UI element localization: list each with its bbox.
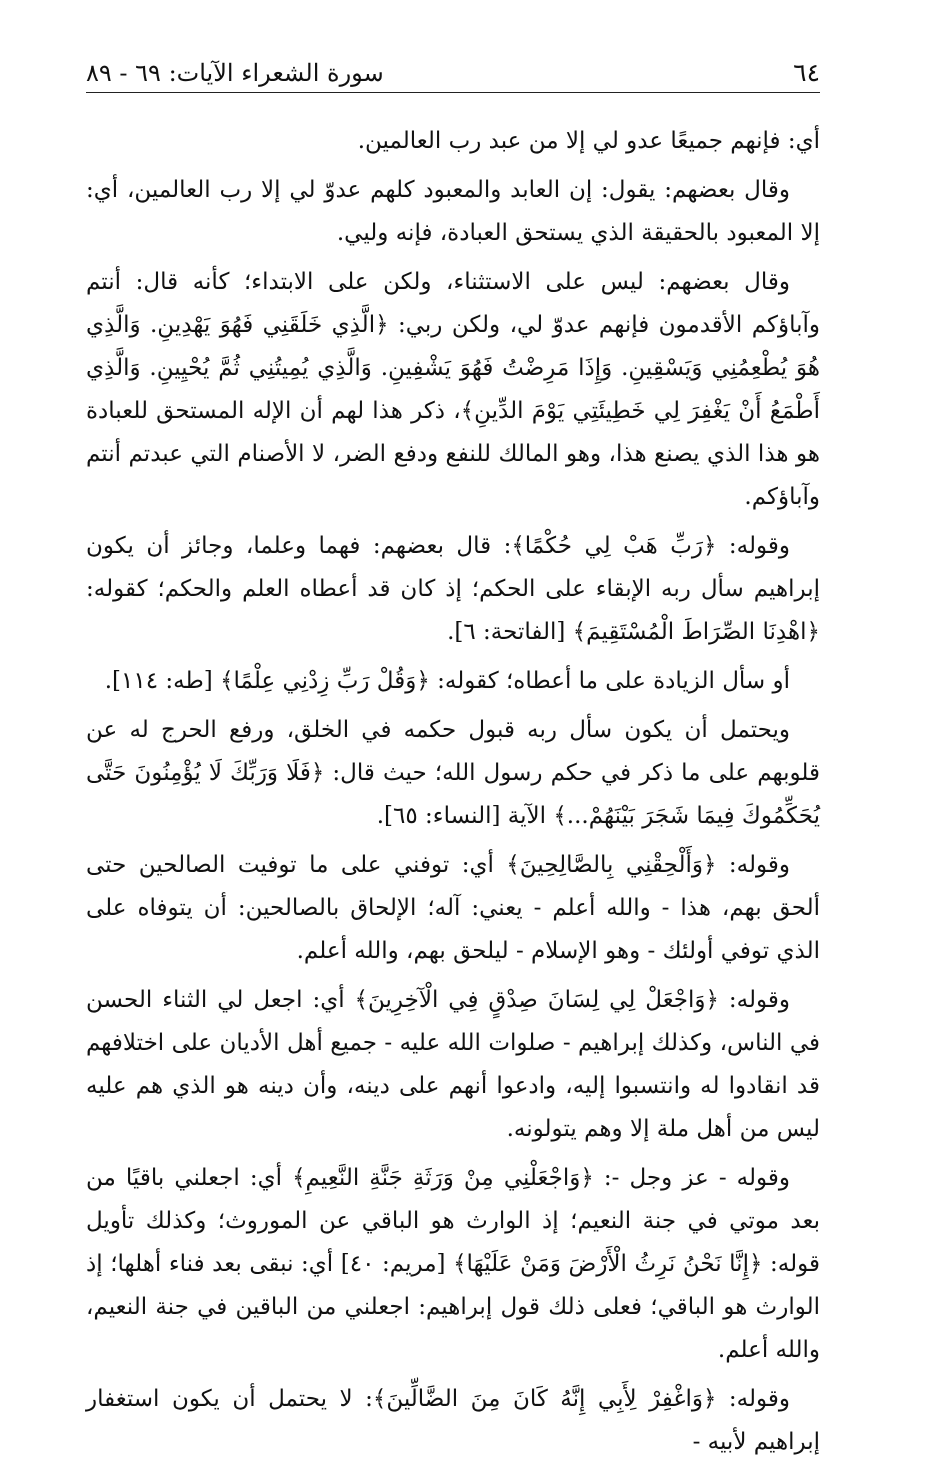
paragraph: أو سأل الزيادة على ما أعطاه؛ كقوله: ﴿وَقُلْ رَبِّ زِدْنِي عِلْمًا﴾ [طه: ١١٤]. [104,668,790,694]
paragraph: وقال بعضهم: يقول: إن العابد والمعبود كلهم عدوّ لي إلا رب العالمين، أي: إلا المعبود بالحقيقة الذي يستحق العبادة، فإنه وليي. [86,177,820,246]
page-number: ٦٤ [793,58,820,87]
paragraph: أي: فإنهم جميعًا عدو لي إلا من عبد رب العالمين. [357,128,820,154]
paragraph: وقال بعضهم: ليس على الاستثناء، ولكن على الابتداء؛ كأنه قال: أنتم وآباؤكم الأقدمون فإنهم عدوّ لي، ولكن ربي: ﴿الَّذِي خَلَقَنِي فَهُوَ يَهْدِينِ. وَالَّذِي هُوَ يُطْعِمُنِي وَيَسْقِينِ. وَإِذَا مَرِضْتُ فَهُوَ يَشْفِينِ. وَالَّذِي يُمِيتُنِي ثُمَّ يُحْيِينِ. وَالَّذِي أَطْمَعُ أَنْ يَغْفِرَ لِي خَطِيئَتِي يَوْمَ الدِّينِ﴾، ذكر هذا لهم أن الإله المستحق للعبادة هو هذا الذي يصنع هذا، وهو المالك للنفع ودفع الضر، لا الأصنام التي عبدتم أنتم وآباؤكم. [86,269,820,510]
paragraph: وقوله: ﴿وَأَلْحِقْنِي بِالصَّالِحِينَ﴾ أي: توفني على ما توفيت الصالحين حتى ألحق بهم، هذا - والله أعلم - يعني: آله؛ الإلحاق بالصالحين: أن يتوفاه على الذي توفي أولئك - وهو الإسلام - ليلحق بهم، والله أعلم. [86,852,820,964]
paragraph: ويحتمل أن يكون سأل ربه قبول حكمه في الخلق، ورفع الحرج له عن قلوبهم على ما ذكر في حكم رسول الله؛ حيث قال: ﴿فَلَا وَرَبِّكَ لَا يُؤْمِنُونَ حَتَّى يُحَكِّمُوكَ فِيمَا شَجَرَ بَيْنَهُمْ...﴾ الآية [النساء: ٦٥]. [86,717,820,829]
paragraph: وقوله: ﴿وَاجْعَلْ لِي لِسَانَ صِدْقٍ فِي الْآخِرِينَ﴾ أي: اجعل لي الثناء الحسن في الناس، وكذلك إبراهيم - صلوات الله عليه - جميع أهل الأديان على اختلافهم قد انقادوا له وانتسبوا إليه، وادعوا أنهم على دينه، وأن دينه هو الذي هم عليه ليس من أهل ملة إلا وهم يتولونه. [86,987,820,1142]
page-header [86,58,820,93]
paragraph: وقوله - عز وجل -: ﴿وَاجْعَلْنِي مِنْ وَرَثَةِ جَنَّةِ النَّعِيمِ﴾ أي: اجعلني باقيًا من بعد موتي في جنة النعيم؛ إذ الوارث هو الباقي عن الموروث؛ وكذلك تأويل قوله: ﴿إِنَّا نَحْنُ نَرِثُ الْأَرْضَ وَمَنْ عَلَيْهَا﴾ [مريم: ٤٠] أي: نبقى بعد فناء أهلها؛ إذ الوارث هو الباقي؛ فعلى ذلك قول إبراهيم: اجعلني من الباقين في جنة النعيم، والله أعلم. [86,1165,820,1363]
running-title: سورة الشعراء الآيات: ٦٩ - ٨٩ [86,59,384,87]
paragraph: وقوله: ﴿وَاغْفِرْ لِأَبِي إِنَّهُ كَانَ مِنَ الضَّالِّينَ﴾: لا يحتمل أن يكون استغفار إبراهيم لأبيه - [86,1386,820,1455]
paragraph: وقوله: ﴿رَبِّ هَبْ لِي حُكْمًا﴾: قال بعضهم: فهما وعلما، وجائز أن يكون إبراهيم سأل ربه الإبقاء على الحكم؛ إذ كان قد أعطاه العلم والحكم؛ كقوله: ﴿اهْدِنَا الصِّرَاطَ الْمُسْتَقِيمَ﴾ [الفاتحة: ٦]. [86,533,820,645]
body-text [86,120,820,1470]
